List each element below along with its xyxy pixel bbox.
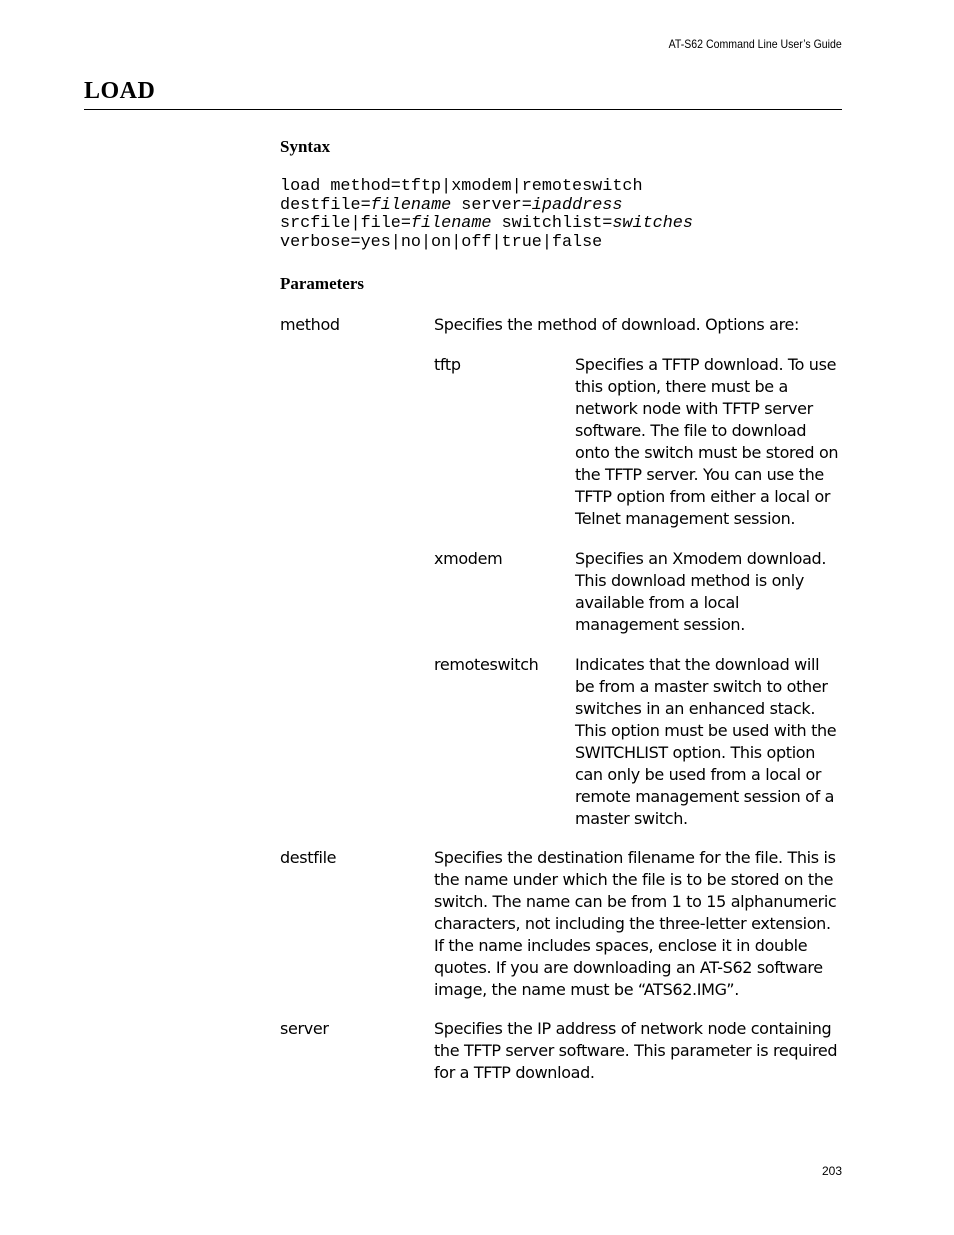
option-desc-xmodem: Specifies an Xmodem download. This download method is only available from a local management session. [575,549,827,634]
param-name-destfile: destfile [280,848,337,867]
syntax-line-3-b: filename [410,214,492,234]
syntax-line-3-d: switches [612,214,693,234]
option-name-tftp: tftp [434,355,461,374]
param-name-server: server [280,1019,329,1038]
title-rule [84,109,842,110]
syntax-block [280,178,693,252]
page-number: 203 [821,1164,842,1178]
option-name-xmodem: xmodem [434,549,503,568]
syntax-line-3-a: srcfile|file= [280,214,411,234]
param-name-method: method [280,315,340,334]
param-desc-method: Specifies the method of download. Options are: [434,315,799,334]
param-desc-server: Specifies the IP address of network node containing the TFTP server software. This parameter is required for a TFTP download. [434,1019,838,1082]
parameters-heading: Parameters [280,274,365,293]
syntax-heading: Syntax [280,137,331,156]
option-desc-remoteswitch: Indicates that the download will be from a master switch to other switches in an enhanced stack. This option must be used with the SWITCHLIST option. This option can only be used from a local or remote management session of a master switch. [575,655,837,828]
syntax-line-1: load method=tftp|xmodem|remoteswitch [280,177,643,196]
param-desc-destfile: Specifies the destination filename for the file. This is the name under which the file is to be stored on the switch. The name can be from 1 to 15 alphanumeric characters, not including the three-letter extension. If the name includes spaces, enclose it in double quotes. If you are downloading an AT-S62 software image, the name must be “ATS62.IMG”. [434,848,837,999]
option-name-remoteswitch: remoteswitch [434,655,539,674]
syntax-line-2-d: ipaddress [531,195,623,215]
syntax-line-2-c: server= [451,195,532,215]
syntax-line-2-b: filename [370,195,452,215]
syntax-line-2-a: destfile= [280,195,371,215]
syntax-line-3-c: switchlist= [491,214,613,234]
running-header: AT-S62 Command Line User’s Guide [668,37,842,51]
syntax-line-4: verbose=yes|no|on|off|true|false [280,232,603,252]
page-title: LOAD [84,78,156,104]
option-desc-tftp: Specifies a TFTP download. To use this option, there must be a network node with TFTP server software. The file to download onto the switch must be stored on the TFTP server. You can use the TFTP option from either a local or Telnet management session. [575,355,839,528]
